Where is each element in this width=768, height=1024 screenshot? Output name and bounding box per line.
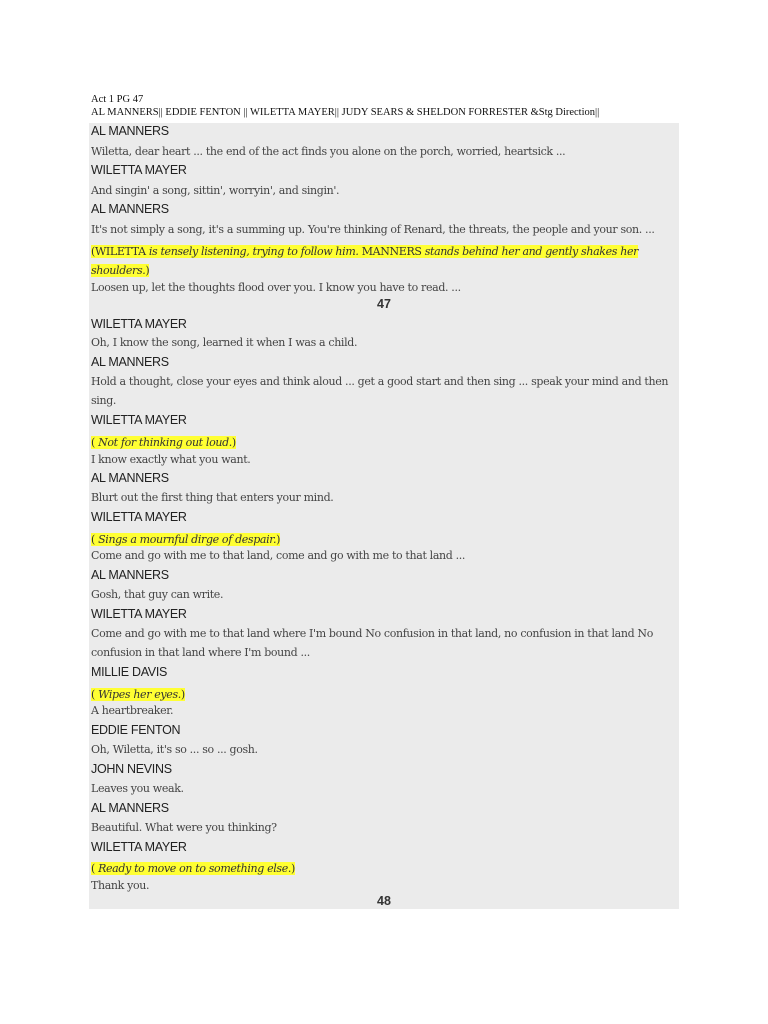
speaker-name: AL MANNERS [91, 202, 169, 216]
speaker-name: AL MANNERS [91, 355, 169, 369]
speaker-name: AL MANNERS [91, 801, 169, 815]
act-page-label: Act 1 PG 47 [91, 94, 144, 105]
dialogue-line: It's not simply a song, it's a summing up. You're thinking of Renard, the threats, the people and your son. ... [91, 223, 655, 236]
script-block [89, 123, 679, 909]
cast-list: AL MANNERS|| EDDIE FENTON || WILETTA MAYER|| JUDY SEARS & SHELDON FORRESTER &Stg Direction|| [91, 107, 600, 118]
dialogue-line: Wiletta, dear heart ... the end of the act finds you alone on the porch, worried, heartsick ... [91, 145, 566, 158]
speaker-name: WILETTA MAYER [91, 607, 187, 621]
stage-direction: ( Wipes her eyes.) [91, 688, 185, 701]
dialogue-line: Loosen up, let the thoughts flood over you. I know you have to read. ... [91, 281, 461, 294]
dialogue-line: Oh, I know the song, learned it when I was a child. [91, 336, 358, 349]
dialogue-line: confusion in that land where I'm bound ... [91, 646, 310, 659]
page-number: 48 [377, 894, 391, 908]
dialogue-line: I know exactly what you want. [91, 453, 251, 466]
page-number: 47 [377, 297, 391, 311]
page-header [91, 94, 691, 119]
dialogue-line: Come and go with me to that land, come and go with me to that land ... [91, 549, 466, 562]
dialogue-line: Beautiful. What were you thinking? [91, 821, 277, 834]
dialogue-line: A heartbreaker. [91, 704, 174, 717]
speaker-name: EDDIE FENTON [91, 723, 181, 737]
speaker-name: WILETTA MAYER [91, 413, 187, 427]
dialogue-line: sing. [91, 394, 117, 407]
speaker-name: WILETTA MAYER [91, 163, 187, 177]
speaker-name: AL MANNERS [91, 568, 169, 582]
stage-direction: ( Not for thinking out loud.) [91, 436, 236, 449]
speaker-name: AL MANNERS [91, 471, 169, 485]
stage-direction-continued: shoulders.) [91, 264, 150, 277]
speaker-name: MILLIE DAVIS [91, 665, 168, 679]
dialogue-line: Oh, Wiletta, it's so ... so ... gosh. [91, 743, 258, 756]
speaker-name: AL MANNERS [91, 124, 169, 138]
stage-direction: ( Sings a mournful dirge of despair.) [91, 533, 281, 546]
speaker-name: JOHN NEVINS [91, 762, 172, 776]
dialogue-line: Thank you. [91, 879, 150, 892]
dialogue-line: Leaves you weak. [91, 782, 184, 795]
dialogue-line: Gosh, that guy can write. [91, 588, 224, 601]
stage-direction: (WILETTA is tensely listening, trying to follow him. MANNERS stands behind her and gently shakes her [91, 245, 639, 258]
dialogue-line: Blurt out the first thing that enters your mind. [91, 491, 334, 504]
stage-direction: ( Ready to move on to something else.) [91, 862, 295, 875]
dialogue-line: And singin' a song, sittin', worryin', and singin'. [91, 184, 340, 197]
speaker-name: WILETTA MAYER [91, 317, 187, 331]
dialogue-line: Hold a thought, close your eyes and think aloud ... get a good start and then sing ... speak your mind and then [91, 375, 669, 388]
speaker-name: WILETTA MAYER [91, 840, 187, 854]
speaker-name: WILETTA MAYER [91, 510, 187, 524]
dialogue-line: Come and go with me to that land where I'm bound No confusion in that land, no confusion in that land No [91, 627, 653, 640]
